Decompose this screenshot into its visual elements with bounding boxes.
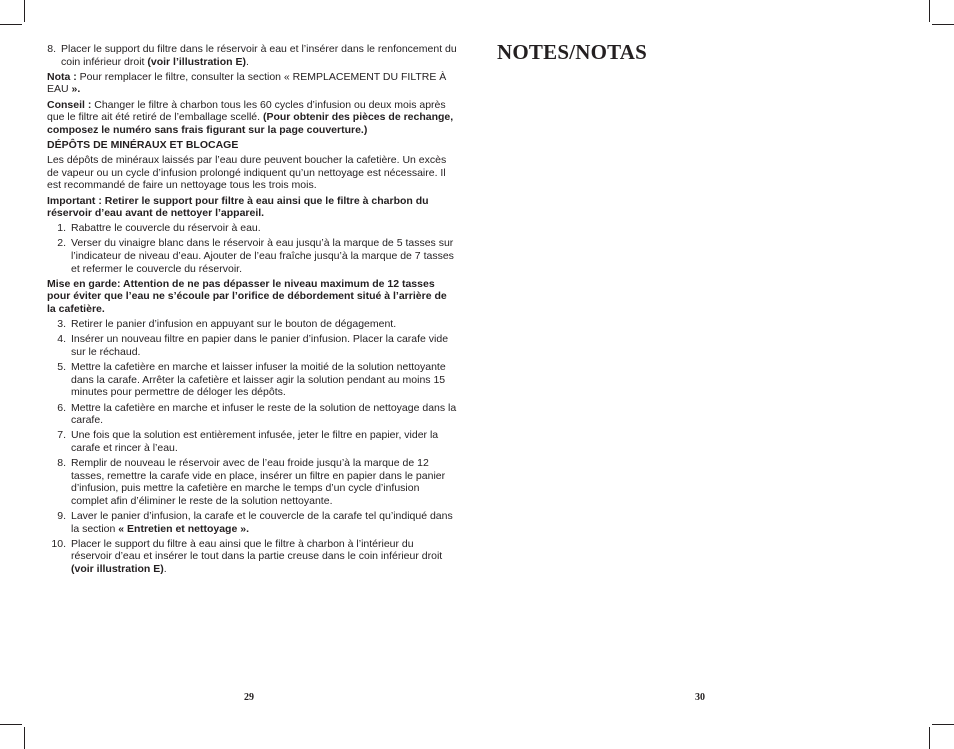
crop-mark bbox=[24, 0, 25, 22]
step-text: Placer le support du filtre à eau ainsi que le filtre à charbon à l’intérieur du réservoir d’eau et insérer le tout dans la partie creuse dans le coin inférieur droit bbox=[71, 537, 443, 563]
list-item bbox=[47, 237, 457, 275]
section-heading: DÉPÔTS DE MINÉRAUX ET BLOCAGE bbox=[47, 138, 239, 151]
warning-notice: Mise en garde: Attention de ne pas dépasser le niveau maximum de 12 tasses pour éviter que l’eau ne s’écoule par l’orifice de débordement situé à l’arrière de la cafetière. bbox=[47, 277, 447, 316]
step-number: 8. bbox=[57, 457, 66, 470]
note-label: Nota : bbox=[47, 70, 77, 83]
page-number-right: 30 bbox=[695, 692, 705, 703]
page-number-left: 29 bbox=[244, 692, 254, 703]
filter-step-8: 8. Placer le support du filtre dans le réservoir à eau et l’insérer dans le renfoncement du coin inférieur droit (voir l’illustration E). bbox=[47, 43, 457, 68]
step-number: 7. bbox=[57, 429, 66, 442]
list-item bbox=[47, 361, 457, 399]
step-text: Verser du vinaigre blanc dans le réservoir à eau jusqu’à la marque de 5 tasses sur l’indicateur de niveau d’eau. Ajouter de l’eau fraîche jusqu’à la marque de 7 tasses et refermer le couvercle du réservoir. bbox=[71, 237, 454, 275]
step-text: Mettre la cafetière en marche et infuser le reste de la solution de nettoyage dans la carafe. bbox=[71, 401, 457, 427]
crop-mark bbox=[929, 727, 930, 749]
step-text: Une fois que la solution est entièrement infusée, jeter le filtre en papier, vider la carafe et rincer à l’eau. bbox=[71, 429, 439, 454]
step-text: Mettre la cafetière en marche et laisser infuser la moitié de la solution nettoyante dans la carafe. Arrêter la cafetière et laisser agir la solution pendant au moins 15 minutes pour permettre de déloger les dépôts. bbox=[71, 361, 446, 399]
left-page bbox=[47, 43, 457, 578]
list-item bbox=[47, 318, 457, 331]
step-number: 5. bbox=[57, 361, 66, 374]
crop-mark bbox=[0, 724, 22, 725]
step-text: Remplir de nouveau le réservoir avec de l’eau froide jusqu’à la marque de 12 tasses, remettre la carafe vide en place, insérer un filtre en papier dans le panier d’infusion, puis mettre la cafetière en marche le temps d’un cycle d’infusion complet afin d’éliminer le reste de la solution nettoyante. bbox=[71, 457, 446, 507]
step-number: 1. bbox=[57, 222, 66, 235]
step-number: 6. bbox=[57, 401, 66, 414]
step-number: 3. bbox=[57, 318, 66, 331]
list-item: 10. Placer le support du filtre à eau ainsi que le filtre à charbon à l’intérieur du réservoir d’eau et insérer le tout dans la partie creuse dans le coin inférieur droit (voir illustration E). bbox=[47, 538, 457, 576]
important-notice: Important : Retirer le support pour filtre à eau ainsi que le filtre à charbon du réservoir d’eau avant de nettoyer l’appareil. bbox=[47, 194, 429, 220]
step-text: Insérer un nouveau filtre en papier dans le panier d’infusion. Placer la carafe vide sur le réchaud. bbox=[71, 333, 449, 358]
tip-label: Conseil : bbox=[47, 98, 92, 111]
note-paragraph: Nota : Pour remplacer le filtre, consulter la section « REMPLACEMENT DU FILTRE À EAU ». bbox=[47, 70, 447, 96]
tip-paragraph: Conseil : Changer le filtre à charbon tous les 60 cycles d’infusion ou deux mois après que le filtre ait été retiré de l’emballage scellé. (Pour obtenir des pièces de rechange, composez le numéro sans frais figurant sur la page couverture.) bbox=[47, 98, 454, 136]
crop-mark bbox=[24, 727, 25, 749]
step-number: 2. bbox=[57, 237, 66, 250]
step-text: Placer le support du filtre dans le réservoir à eau et l’insérer dans le renfoncement du coin inférieur droit bbox=[61, 43, 457, 68]
list-item bbox=[47, 429, 457, 454]
crop-mark bbox=[0, 24, 22, 25]
step-text: Laver le panier d’infusion, la carafe et le couvercle de la carafe tel qu’indiqué dans la section bbox=[71, 510, 453, 535]
step-emphasis: (voir illustration E) bbox=[71, 563, 164, 576]
step-number: 9. bbox=[57, 510, 66, 523]
step-emphasis: (voir l’illustration E) bbox=[147, 55, 246, 68]
crop-mark bbox=[932, 724, 954, 725]
step-number: 4. bbox=[57, 333, 66, 346]
step-text: Retirer le panier d’infusion en appuyant sur le bouton de dégagement. bbox=[71, 318, 397, 331]
crop-mark bbox=[932, 24, 954, 25]
step-number: 8. bbox=[47, 43, 56, 55]
intro-paragraph: Les dépôts de minéraux laissés par l’eau dure peuvent boucher la cafetière. Un excès de vapeur ou un cycle d’infusion prolongé indiquent qu’un nettoyage est nécessaire. Il est recommandé de faire un nettoyage tous les trois mois. bbox=[47, 154, 447, 192]
page-title: NOTES/NOTAS bbox=[497, 40, 648, 64]
list-item bbox=[47, 402, 457, 427]
step-text: Rabattre le couvercle du réservoir à eau. bbox=[71, 222, 261, 235]
crop-mark bbox=[929, 0, 930, 22]
list-item bbox=[47, 222, 457, 235]
step-emphasis: « Entretien et nettoyage ». bbox=[118, 522, 249, 535]
list-item bbox=[47, 333, 457, 358]
list-item bbox=[47, 510, 457, 535]
list-item bbox=[47, 457, 457, 507]
step-number: 10. bbox=[51, 537, 66, 550]
